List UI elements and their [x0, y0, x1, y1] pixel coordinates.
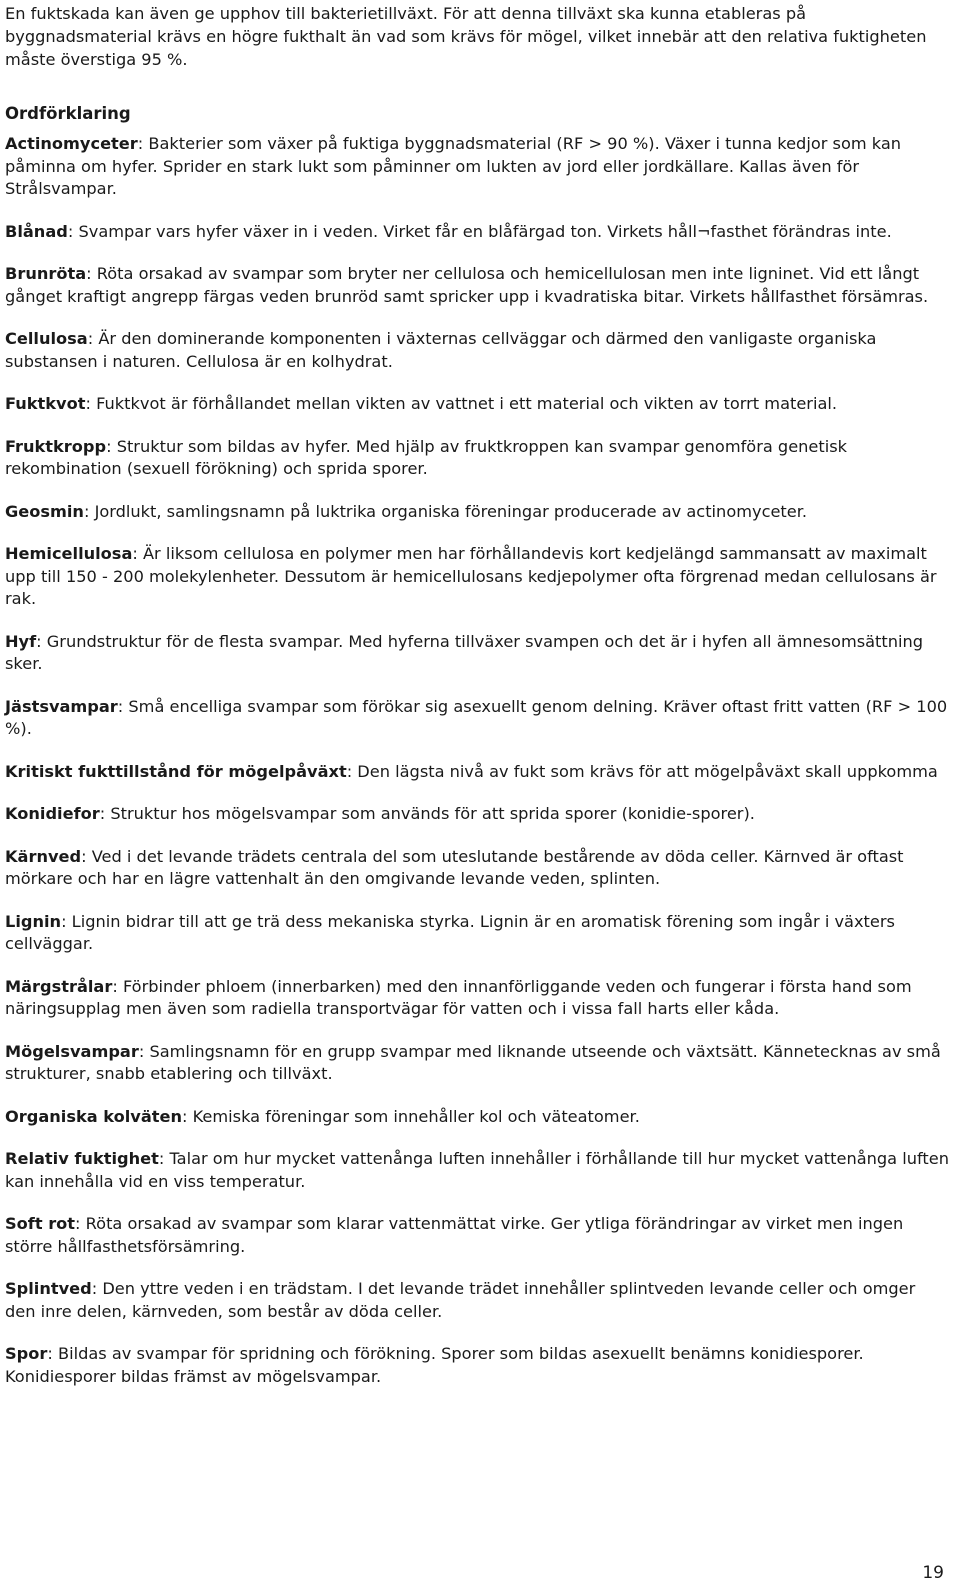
glossary-term: Kärnved — [5, 846, 82, 866]
glossary-definition: Förbinder phloem (innerbarken) med den innanförliggande veden och fungerar i första hand som näringsupplag men även som radiella transportvägar för vatten och i vissa fall harts eller kåda. — [5, 976, 912, 1018]
glossary-term: Cellulosa — [5, 329, 88, 348]
term-separator: : — [137, 134, 149, 153]
glossary-entry — [5, 911, 950, 956]
term-separator: : — [81, 846, 92, 866]
glossary-definition: Små encelliga svampar som förökar sig asexuellt genom delning. Kräver oftast fritt vatten (RF > 100 %). — [5, 696, 948, 738]
glossary-term: Organiska kolväten — [5, 1106, 183, 1126]
glossary-definition: Den yttre veden i en trädstam. I det levande trädet innehåller splintveden levande celler och omger den inre delen, kärnveden, som består av döda celler. — [5, 1279, 916, 1321]
glossary-definition: Bildas av svampar för spridning och förökning. Sporer som bildas asexuellt benämns konidiesporer. Konidiesporer bildas främst av mögelsvampar. — [5, 1344, 864, 1386]
glossary-entry — [5, 761, 950, 784]
glossary-entry — [5, 1278, 950, 1323]
glossary-definition: Grundstruktur för de flesta svampar. Med hyferna tillväxer svampen och det är i hyfen all ämnesomsättning sker. — [5, 631, 924, 673]
glossary-definition: Är den dominerande komponenten i växternas cellväggar och därmed den vanligaste organiska substansen i naturen. Cellulosa är en kolhydrat. — [5, 329, 877, 371]
glossary-entry — [5, 133, 950, 201]
glossary-entry — [5, 393, 950, 416]
glossary-entry — [5, 436, 950, 481]
glossary-term: Brunröta — [5, 264, 87, 283]
term-separator: : — [83, 501, 95, 521]
glossary-term: Soft rot — [5, 1214, 76, 1233]
glossary-entry — [5, 696, 950, 741]
glossary-term: Mögelsvampar — [5, 1041, 139, 1061]
glossary-entry — [5, 1106, 950, 1129]
term-separator: : — [106, 436, 117, 456]
term-separator: : — [138, 1041, 150, 1061]
glossary-definition: Den lägsta nivå av fukt som krävs för att mögelpåväxt skall uppkomma — [357, 761, 938, 781]
term-separator: : — [67, 221, 79, 241]
glossary-entry — [5, 1148, 950, 1193]
term-separator: : — [158, 1149, 170, 1168]
term-separator: : — [117, 696, 129, 716]
glossary-heading: Ordförklaring — [5, 104, 131, 123]
glossary-definition: Röta orsakad av svampar som bryter ner cellulosa och hemicellulosan men inte ligninet. Vid ett långt gånget kraftigt angrepp färgas veden brunröd samt spricker upp i kvadratiska bitar. Virkets hållfasthet försämras. — [5, 264, 929, 306]
glossary-entry — [5, 263, 950, 308]
glossary-term: Fruktkropp — [5, 436, 107, 456]
term-separator: : — [132, 544, 143, 563]
page-number: 19 — [922, 1563, 944, 1583]
glossary-term: Splintved — [5, 1279, 92, 1298]
glossary-definition: Svampar vars hyfer växer in i veden. Virket får en blåfärgad ton. Virkets håll¬fasthet förändras inte. — [78, 221, 892, 241]
glossary-term: Hyf — [5, 631, 37, 651]
term-separator: : — [75, 1214, 86, 1233]
term-separator: : — [87, 329, 99, 348]
glossary-list — [5, 133, 950, 1388]
glossary-definition: Jordlukt, samlingsnamn på luktrika organiska föreningar producerade av actinomyceter. — [94, 501, 808, 521]
glossary-entry — [5, 1213, 950, 1258]
glossary-term: Fuktkvot — [5, 394, 86, 413]
glossary-definition: Röta orsakad av svampar som klarar vattenmättat virke. Ger ytliga förändringar av virket men ingen större hållfasthetsförsämring. — [5, 1214, 904, 1256]
intro-paragraph: En fuktskada kan även ge upphov till bakterietillväxt. För att denna tillväxt ska kunna etableras på byggnadsmaterial krävs en högre fukthalt än vad som krävs för mögel, vilket innebär att den relativa fuktigheten måste överstiga 95 %. — [5, 4, 927, 69]
glossary-entry — [5, 846, 950, 891]
glossary-entry — [5, 501, 950, 524]
term-separator: : — [112, 976, 123, 996]
term-separator: : — [91, 1279, 103, 1298]
glossary-entry — [5, 1343, 950, 1388]
glossary-term: Lignin — [5, 911, 62, 931]
glossary-term: Blånad — [5, 221, 68, 241]
glossary-term: Relativ fuktighet — [5, 1149, 159, 1168]
term-separator: : — [85, 394, 97, 413]
glossary-definition: Kemiska föreningar som innehåller kol och väteatomer. — [192, 1106, 640, 1126]
glossary-term: Spor — [5, 1344, 48, 1363]
glossary-definition: Bakterier som växer på fuktiga byggnadsmaterial (RF > 90 %). Växer i tunna kedjor som kan påminna om hyfer. Sprider en stark lukt som påminner om lukten av jord eller jordkällare. Kallas även för Strålsvampar. — [5, 134, 902, 198]
glossary-definition: Struktur hos mögelsvampar som används för att sprida sporer (konidie-sporer). — [110, 804, 755, 823]
glossary-entry — [5, 1041, 950, 1086]
glossary-entry — [5, 631, 950, 676]
glossary-definition: Samlingsnamn för en grupp svampar med liknande utseende och växtsätt. Kännetecknas av små strukturer, snabb etablering och tillväxt. — [5, 1041, 941, 1083]
term-separator: : — [86, 264, 97, 283]
term-separator: : — [99, 804, 111, 823]
glossary-term: Actinomyceter — [5, 134, 138, 153]
term-separator: : — [36, 631, 47, 651]
term-separator: : — [182, 1106, 193, 1126]
glossary-term: Hemicellulosa — [5, 544, 133, 563]
term-separator: : — [346, 761, 358, 781]
glossary-definition: Talar om hur mycket vattenånga luften innehåller i förhållande till hur mycket vattenånga luften kan innehålla vid en viss temperatur. — [5, 1149, 949, 1191]
glossary-definition: Struktur som bildas av hyfer. Med hjälp av fruktkroppen kan svampar genomföra genetisk rekombination (sexuell förökning) och sprida sporer. — [5, 436, 848, 478]
glossary-definition: Ved i det levande trädets centrala del som uteslutande bestårende av döda celler. Kärnved är oftast mörkare och har en lägre vattenhalt än den omgivande levande veden, splinten. — [5, 846, 904, 888]
glossary-definition: Fuktkvot är förhållandet mellan vikten av vattnet i ett material och vikten av torrt material. — [96, 394, 838, 413]
glossary-term: Jästsvampar — [5, 696, 118, 716]
glossary-entry — [5, 328, 950, 373]
glossary-entry — [5, 976, 950, 1021]
glossary-term: Kritiskt fukttillstånd för mögelpåväxt — [5, 761, 347, 781]
glossary-term: Märgstrålar — [5, 976, 113, 996]
glossary-term: Geosmin — [5, 501, 84, 521]
glossary-entry — [5, 221, 950, 244]
glossary-definition: Är liksom cellulosa en polymer men har förhållandevis kort kedjelängd sammansatt av maximalt upp till 150 - 200 molekylenheter. Dessutom är hemicellulosans kedjepolymer ofta förgrenad medan cellulosans är rak. — [5, 544, 937, 608]
glossary-definition: Lignin bidrar till att ge trä dess mekaniska styrka. Lignin är en aromatisk förening som ingår i växters cellväggar. — [5, 911, 895, 953]
term-separator: : — [61, 911, 72, 931]
glossary-term: Konidiefor — [5, 804, 100, 823]
term-separator: : — [47, 1344, 58, 1363]
glossary-entry — [5, 543, 950, 611]
document-page — [5, 0, 950, 1408]
glossary-entry — [5, 803, 950, 826]
